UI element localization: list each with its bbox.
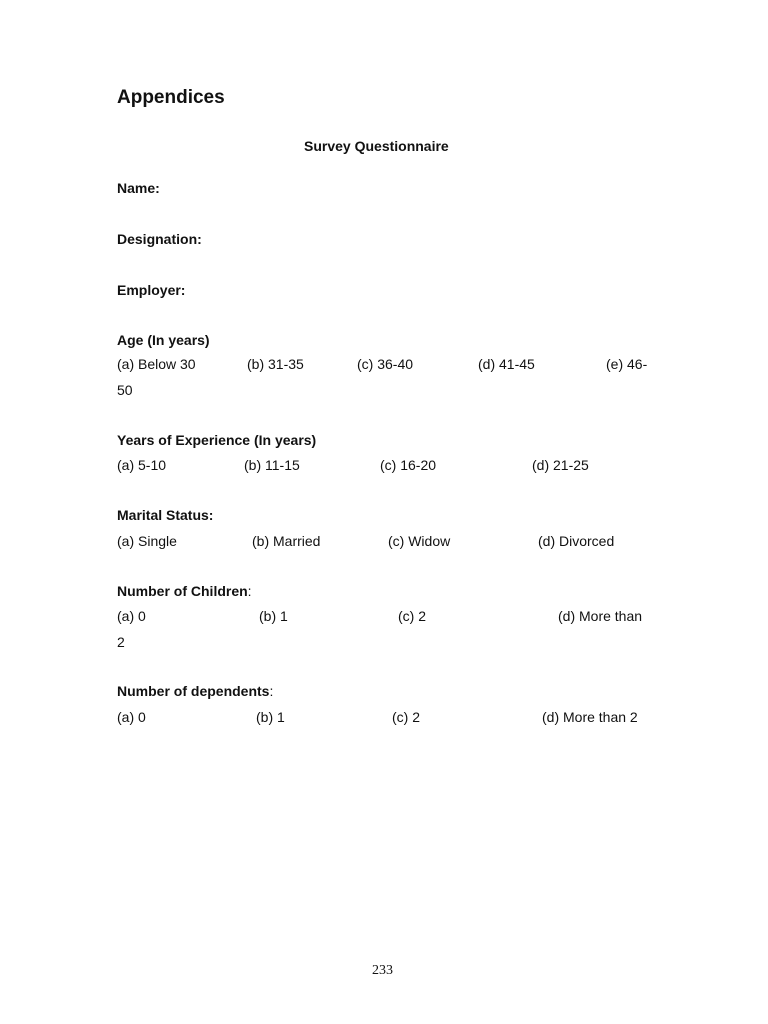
experience-option-b: (b) 11-15 <box>244 457 300 473</box>
children-title-colon: : <box>247 583 252 599</box>
dependents-option-a: (a) 0 <box>117 709 146 725</box>
dependents-option-b: (b) 1 <box>256 709 285 725</box>
experience-option-a: (a) 5-10 <box>117 457 167 473</box>
dependents-title-colon: : <box>269 683 274 699</box>
age-option-e: (e) 46- <box>606 356 648 372</box>
marital-option-c: (c) Widow <box>388 533 451 549</box>
dependents-option-c: (c) 2 <box>392 709 420 725</box>
dependents-question-title <box>117 683 273 701</box>
children-option-d: (d) More than <box>558 608 643 624</box>
age-option-e-wrap: 50 <box>117 382 133 398</box>
survey-title: Survey Questionnaire <box>304 138 449 154</box>
name-field-label: Name: <box>117 180 160 196</box>
children-option-b: (b) 1 <box>259 608 288 624</box>
page-number: 233 <box>372 963 393 978</box>
children-option-c: (c) 2 <box>398 608 426 624</box>
age-option-b: (b) 31-35 <box>247 356 304 372</box>
marital-option-b: (b) Married <box>252 533 321 549</box>
experience-question-title: Years of Experience (In years) <box>117 432 317 448</box>
experience-option-c: (c) 16-20 <box>380 457 437 473</box>
marital-option-d: (d) Divorced <box>538 533 615 549</box>
marital-option-a: (a) Single <box>117 533 177 549</box>
age-option-c: (c) 36-40 <box>357 356 414 372</box>
children-title-text: Number of Children <box>117 583 248 599</box>
children-option-d-wrap: 2 <box>117 634 125 650</box>
appendices-heading: Appendices <box>117 87 225 108</box>
children-option-a: (a) 0 <box>117 608 146 624</box>
employer-field-label: Employer: <box>117 282 186 298</box>
dependents-option-d: (d) More than 2 <box>542 709 638 725</box>
marital-question-title: Marital Status: <box>117 507 214 523</box>
age-option-d: (d) 41-45 <box>478 356 535 372</box>
age-option-a: (a) Below 30 <box>117 356 196 372</box>
dependents-title-text: Number of dependents <box>117 683 270 699</box>
age-question-title: Age (In years) <box>117 332 210 348</box>
designation-field-label: Designation: <box>117 231 202 247</box>
children-question-title <box>117 583 252 601</box>
experience-option-d: (d) 21-25 <box>532 457 589 473</box>
